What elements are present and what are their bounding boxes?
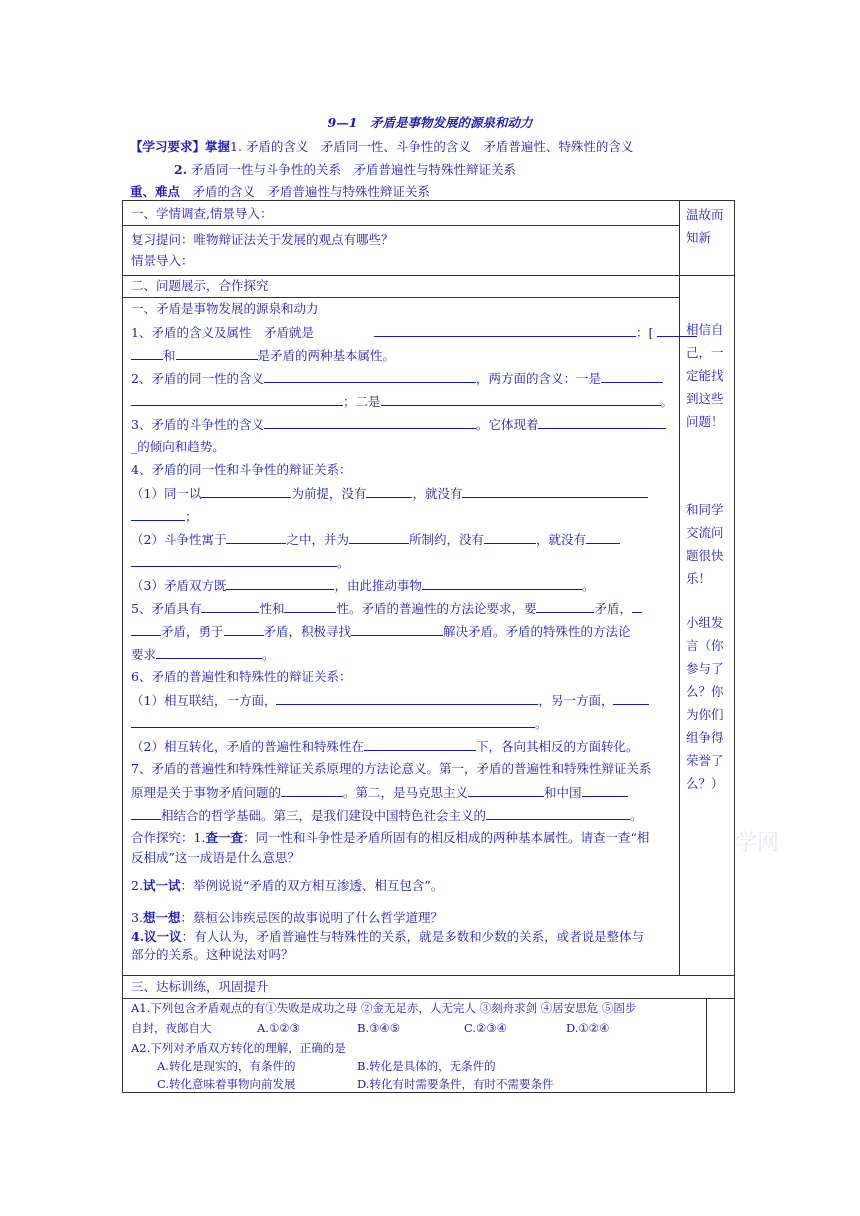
section-3-header: 三、达标训练，巩固提升	[131, 979, 269, 994]
study-requirements-label: 【学习要求】掌握	[130, 139, 231, 154]
coop-4-line-1	[131, 928, 644, 945]
q2-text: 2、矛盾的同一性的含义	[131, 371, 264, 386]
blank	[381, 392, 661, 406]
q5-text: 矛盾，积极寻找	[263, 624, 352, 639]
q2-text: ；二是	[343, 394, 381, 409]
row-divider	[123, 275, 735, 276]
side-note-share: 和同学交流问题很快乐！	[686, 502, 724, 586]
section-1-header: 一、学情调查,情景导入：	[131, 206, 273, 221]
blank	[264, 415, 476, 429]
blank	[351, 622, 443, 636]
q5-text: 矛盾，	[594, 601, 632, 616]
blank	[632, 599, 642, 613]
key-points-label: 重、难点	[130, 184, 181, 199]
coop-2	[131, 877, 443, 894]
coop-4-number: 4.	[131, 929, 145, 944]
q6-1-text: （1）相互联结，一方面，	[131, 693, 277, 708]
blank	[276, 691, 538, 705]
blank	[484, 530, 536, 544]
coop-4-line-2: 部分的关系。这种说法对吗？	[131, 947, 294, 962]
q7-text: 相结合的哲学基础。第三，是我们建设中国特色社会主义的	[161, 808, 487, 823]
blank	[468, 783, 544, 797]
coop-2-text: ：举例说说“矛盾的双方相互渗透、相互包含”。	[180, 878, 444, 893]
question-2-line-1	[131, 369, 663, 387]
blank	[374, 323, 636, 337]
blank	[131, 714, 535, 728]
question-3-line-2: _的倾向和趋势。	[131, 439, 225, 454]
coop-label: 合作探究：1.	[131, 830, 206, 845]
side-note-group: 小组发言（你参与了么？你为你们组争得荣誉了么？）	[686, 615, 724, 791]
blank	[349, 530, 409, 544]
q1-text: 1、矛盾的含义及属性 矛盾就是	[131, 325, 314, 340]
blank	[281, 783, 343, 797]
coop-4-text: ：有人认为，矛盾普遍性与特殊性的关系，就是多数和少数的关系，或者说是整体与	[181, 929, 645, 944]
blank	[538, 415, 666, 429]
question-1-line-2	[131, 346, 395, 364]
blank	[156, 645, 262, 659]
q1-text: 和	[163, 348, 176, 363]
coop-4-title: 议一议	[144, 929, 182, 944]
q5-text: 矛盾，勇于	[161, 624, 224, 639]
coop-3-text: ：蔡桓公讳疾忌医的故事说明了什么哲学道理？	[180, 910, 443, 925]
q4-3-text: 。	[581, 578, 595, 593]
coop-1-line-2: 反相成”这一成语是什么意思？	[131, 850, 300, 865]
study-requirements-2: 矛盾同一性与斗争性的关系 矛盾普遍性与特殊性辩证关系	[191, 162, 517, 177]
question-4-3	[131, 576, 595, 594]
column-divider	[706, 998, 707, 1093]
watermark: 学网	[735, 831, 780, 856]
question-4-1-line-1	[131, 484, 648, 502]
q5-text: 5、矛盾具有	[131, 601, 202, 616]
q6-2-text: 下，各向其相反的方面转化。	[475, 739, 639, 754]
key-points-text: 矛盾的含义 矛盾普遍性与特殊性辩证关系	[192, 184, 431, 199]
coop-3-title: 想一想	[142, 910, 181, 925]
q3-text: 3、矛盾的斗争性的含义	[131, 417, 264, 432]
row-divider	[123, 975, 735, 976]
blank	[226, 576, 334, 590]
row-divider	[123, 297, 679, 298]
a1-option-c: C.②③④	[464, 1021, 507, 1035]
side-note-review: 温故而知新	[686, 207, 724, 245]
question-6-2	[131, 737, 638, 755]
coop-1-text: ：同一性和斗争性是矛盾所固有的相反相成的两种基本属性。请查一查“相	[242, 830, 650, 845]
question-7-line-1: 7、矛盾的普遍性和特殊性辩证关系原理的方法论意义。第一，矛盾的普遍性和特殊性辩证关系	[131, 761, 652, 776]
q4-3-text: （3）矛盾双方既	[131, 578, 227, 593]
blank	[462, 484, 648, 498]
blank	[201, 599, 259, 613]
blank	[226, 530, 286, 544]
question-4-2-line-1	[131, 530, 620, 548]
q4-1-text: ；	[185, 509, 198, 524]
q2-text: 。	[660, 394, 674, 409]
q7-text: 。	[630, 808, 643, 823]
question-5-line-1	[131, 599, 642, 617]
row-divider	[123, 225, 679, 226]
blank	[613, 691, 649, 705]
section-2-subtitle: 一、矛盾是事物发展的源泉和动力	[131, 301, 319, 316]
question-5-line-3	[131, 645, 275, 663]
question-7-line-3	[131, 806, 643, 824]
question-2-line-2	[131, 392, 673, 410]
side-note-find: 相信自己，一定能找到这些问题！	[686, 322, 724, 429]
blank	[201, 484, 291, 498]
blank	[131, 553, 337, 567]
blank	[284, 599, 336, 613]
key-points-line	[130, 182, 430, 200]
study-requirements-1: 1. 矛盾的含义 矛盾同一性、斗争性的含义 矛盾普遍性、特殊性的含义	[230, 139, 634, 154]
blank	[582, 783, 628, 797]
q6-1-text: 。	[535, 716, 548, 731]
blank	[586, 530, 620, 544]
q2-text: ，两方面的含义：一是	[475, 371, 601, 386]
column-divider	[679, 275, 680, 975]
question-1-line-1	[131, 323, 697, 341]
worksheet-table	[122, 200, 780, 1093]
q5-text: 性。矛盾的普遍性的方法论要求，要	[336, 601, 537, 616]
q4-1-text: ，就没有	[412, 486, 463, 501]
question-7-line-2	[131, 783, 628, 801]
req2-number: 2.	[174, 162, 188, 177]
q4-2-text: 之中，并为	[286, 532, 349, 547]
question-3-line-1	[131, 415, 666, 433]
q4-1-text: 为前提，没有	[291, 486, 367, 501]
blank	[131, 507, 185, 521]
q6-1-text: ，另一方面，	[538, 693, 614, 708]
coop-1-line-1	[131, 829, 649, 846]
q5-text: 要求	[131, 647, 157, 662]
study-requirements-line-1	[130, 137, 633, 155]
page-title: 9—1 矛盾是事物发展的源泉和动力	[327, 115, 533, 130]
question-5-line-2	[131, 622, 631, 640]
blank	[131, 392, 343, 406]
blank	[536, 599, 594, 613]
q7-text: 。第二，是马克思主义	[343, 785, 469, 800]
blank	[176, 346, 258, 360]
a2-option-b: B.转化是具体的，无条件的	[357, 1059, 496, 1073]
blank	[422, 576, 582, 590]
question-6: 6、矛盾的普遍性和特殊性的辩证关系：	[131, 669, 352, 684]
q4-1-text: （1）同一以	[131, 486, 202, 501]
question-4-2-line-2	[131, 553, 350, 571]
blank	[131, 622, 161, 636]
q3-text: 。它体现着	[475, 417, 539, 432]
blank	[364, 737, 476, 751]
q1-text: ：[	[635, 325, 654, 340]
a1-option-d: D.①②④	[566, 1021, 610, 1035]
q7-text: 和中国	[544, 785, 582, 800]
a2-option-d: D.转化有时需要条件，有时不需要条件	[357, 1077, 554, 1091]
blank	[366, 484, 412, 498]
blank	[264, 369, 476, 383]
coop-3	[131, 909, 443, 926]
question-6-1-line-2	[131, 714, 548, 732]
blank	[131, 806, 161, 820]
blank	[601, 369, 663, 383]
scene-intro: 情景导入：	[131, 253, 194, 268]
a1-option-b: B.③④⑤	[357, 1021, 401, 1035]
blank	[224, 622, 264, 636]
q4-2-text: 。	[337, 555, 350, 570]
q6-2-text: （2）相互转化，矛盾的普遍性和特殊性在	[131, 739, 364, 754]
blank	[486, 806, 630, 820]
a2-option-c: C.转化意味着事物向前发展	[157, 1077, 296, 1091]
question-4-1-line-2	[131, 507, 198, 525]
question-4: 4、矛盾的同一性和斗争性的辩证关系：	[131, 462, 352, 477]
q7-text: 原理是关于事物矛盾问题的	[131, 785, 282, 800]
section-2-header: 二、问题展示，合作探究	[131, 278, 269, 293]
q4-3-text: ，由此推动事物	[334, 578, 422, 593]
coop-2-title: 试一试	[142, 878, 181, 893]
q4-2-text: 所制约，没有	[408, 532, 484, 547]
q5-text: 解决矛盾。矛盾的特殊性的方法论	[443, 624, 631, 639]
q5-text: 性和	[259, 601, 285, 616]
q5-text: 。	[262, 647, 275, 662]
a1-text: 自封，夜郎自大	[131, 1021, 212, 1035]
a2-question: A2.下列对矛盾双方转化的理解，正确的是	[131, 1041, 346, 1055]
q4-2-text: （2）斗争性寓于	[131, 532, 227, 547]
column-divider	[679, 201, 680, 275]
a2-option-a: A.转化是现实的，有条件的	[157, 1059, 296, 1073]
study-requirements-line-2	[174, 160, 516, 178]
coop-1-title: 查一查	[205, 830, 243, 845]
row-divider	[123, 998, 735, 999]
a1-line-2	[131, 1020, 701, 1037]
coop-2-number: 2.	[131, 878, 143, 893]
a1-option-a: A.①②③	[257, 1021, 300, 1035]
coop-3-number: 3.	[131, 910, 143, 925]
blank	[131, 346, 163, 360]
q4-2-text: ，就没有	[536, 532, 587, 547]
question-6-1-line-1	[131, 691, 649, 709]
a1-line-1: A1.下列包含矛盾观点的有①失败是成功之母 ②金无足赤，人无完人 ③刻舟求剑 ④居安思危 ⑤固步	[131, 1001, 637, 1015]
review-question: 复习提问：唯物辩证法关于发展的观点有哪些？	[131, 232, 394, 247]
q1-text: 是矛盾的两种基本属性。	[257, 348, 396, 363]
